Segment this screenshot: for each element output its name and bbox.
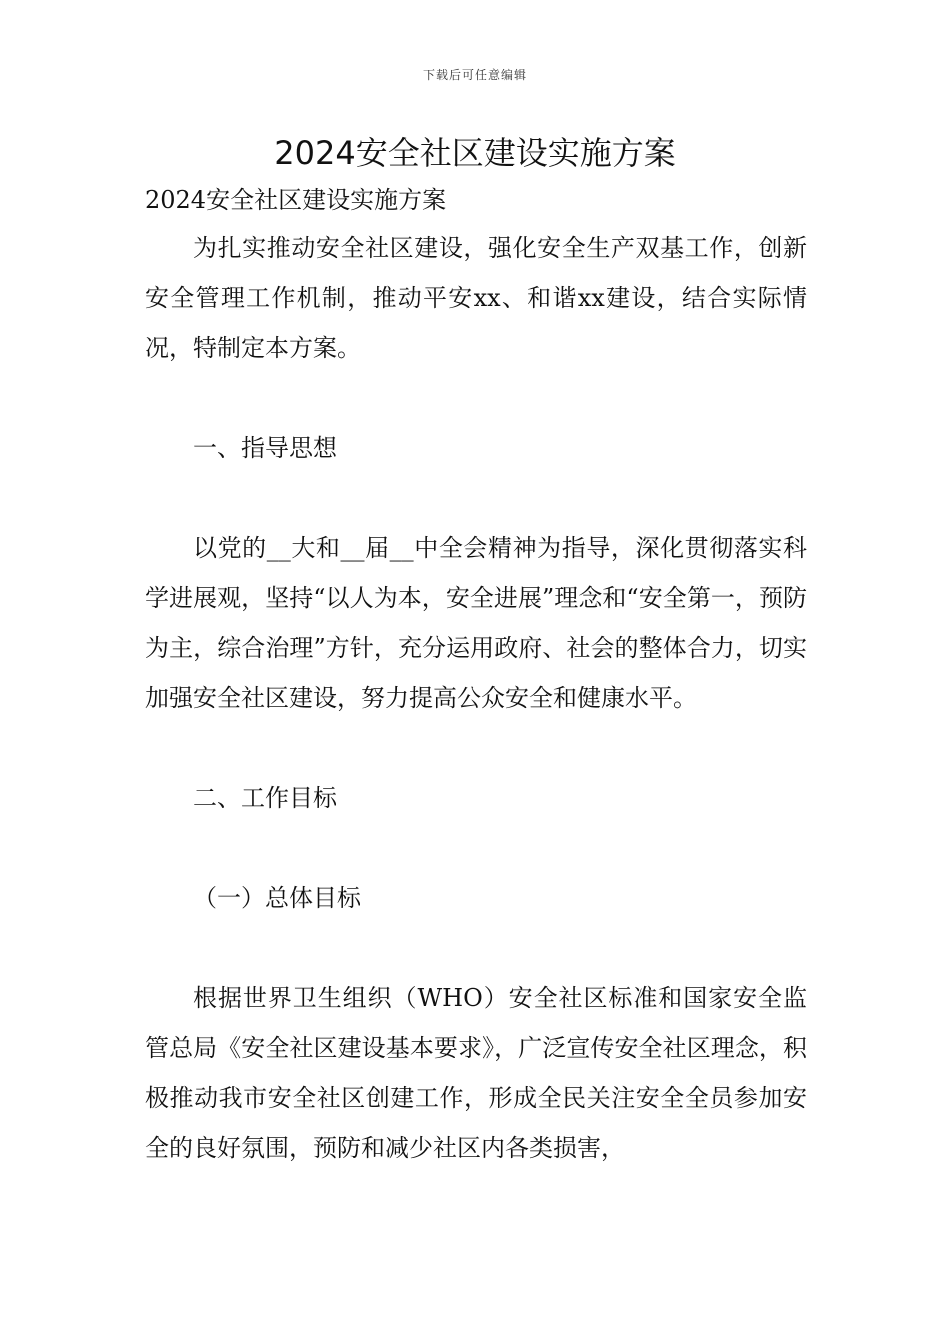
spacer <box>145 373 807 423</box>
section-1-heading: 一、指导思想 <box>193 434 337 462</box>
document-title: 2024安全社区建设实施方案 <box>274 134 676 172</box>
document-subtitle: 2024安全社区建设实施方案 <box>145 186 447 214</box>
spacer <box>145 723 807 773</box>
spacer <box>145 473 807 523</box>
intro-paragraph: 为扎实推动安全社区建设，强化安全生产双基工作，创新安全管理工作机制，推动平安xx、和谐xx建设，结合实际情况，特制定本方案。 <box>145 234 807 362</box>
document-body <box>145 180 807 1173</box>
section-1-paragraph: 以党的__大和__届__中全会精神为指导，深化贯彻落实科学进展观，坚持“以人为本，安全进展”理念和“安全第一，预防为主，综合治理”方针，充分运用政府、社会的整体合力，切实加强安全社区建设，努力提高公众安全和健康水平。 <box>145 534 807 712</box>
spacer <box>145 823 807 873</box>
header-note: 下载后可任意编辑 <box>422 68 527 82</box>
section-2-subsection-1-heading: （一）总体目标 <box>193 884 361 912</box>
section-2-subsection-1-paragraph: 根据世界卫生组织（WHO）安全社区标准和国家安全监管总局《安全社区建设基本要求》，广泛宣传安全社区理念，积极推动我市安全社区创建工作，形成全民关注安全全员参加安全的良好氛围，预防和减少社区内各类损害， <box>145 984 807 1162</box>
spacer <box>145 923 807 973</box>
section-2-heading: 二、工作目标 <box>193 784 337 812</box>
